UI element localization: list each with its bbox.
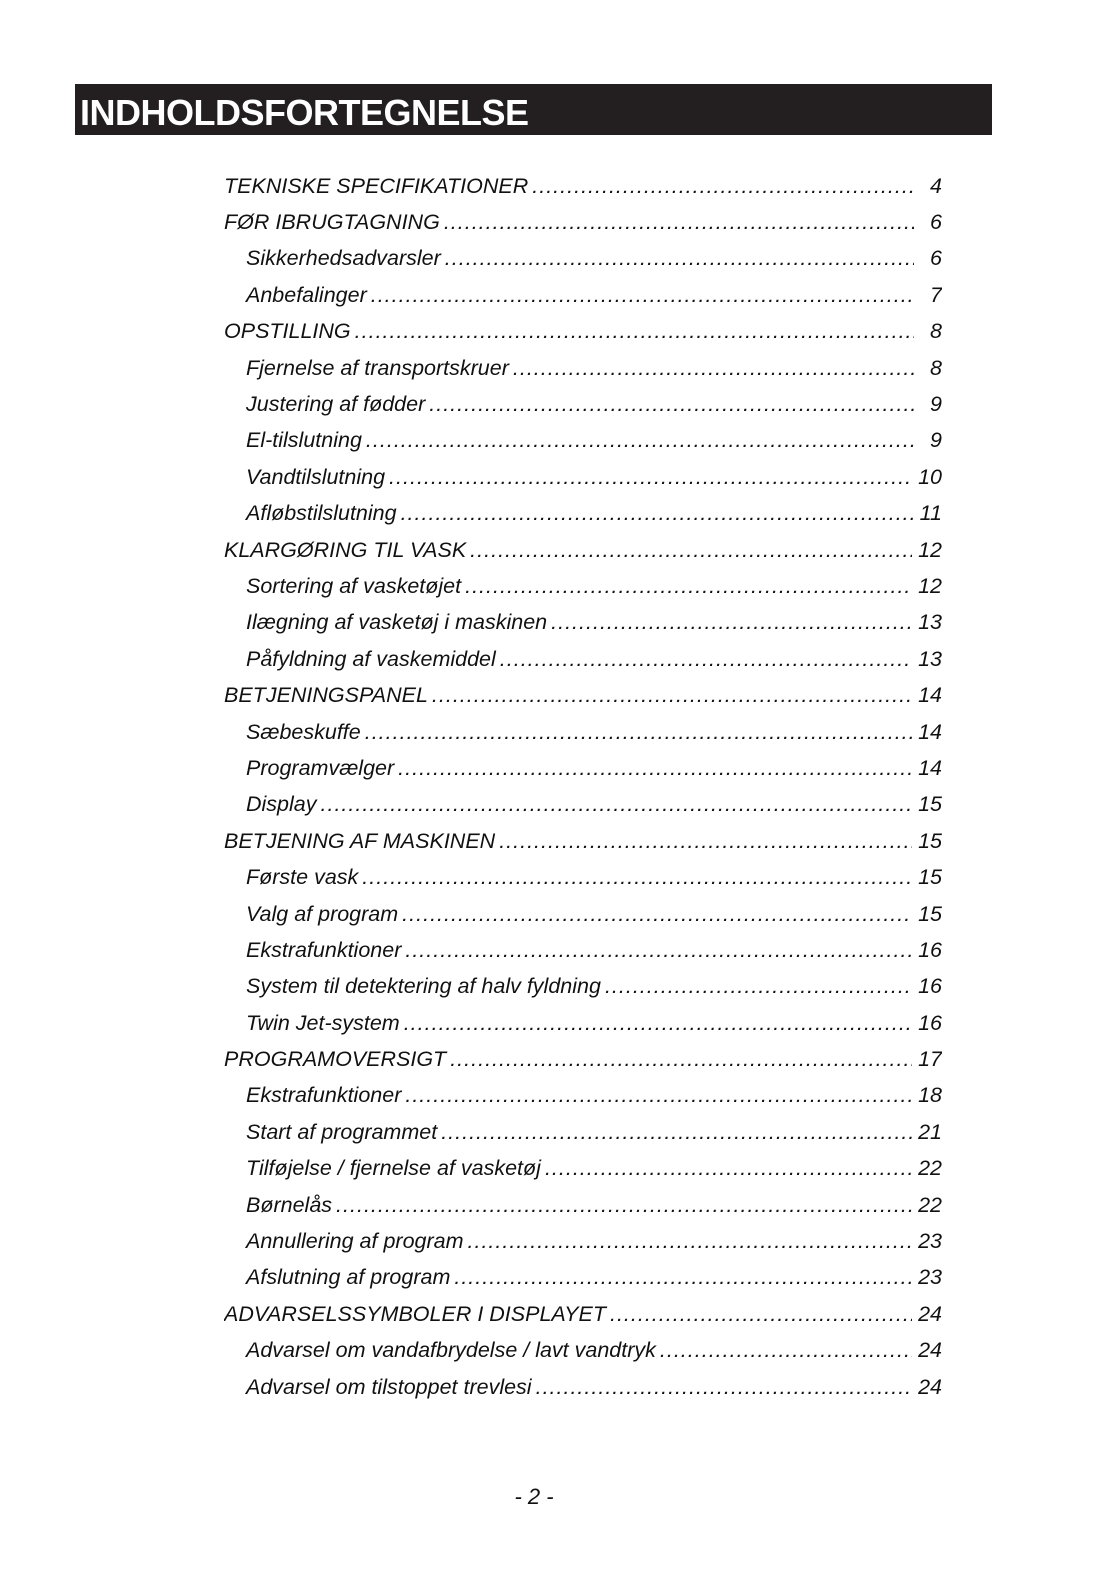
toc-entry-page: 9 (930, 392, 942, 417)
toc-subsection-entry[interactable] (224, 859, 942, 895)
toc-entry-page: 9 (930, 428, 942, 453)
toc-entry-label: Justering af fødder (246, 392, 426, 417)
toc-subsection-entry[interactable] (224, 787, 942, 823)
toc-section-entry[interactable] (224, 532, 942, 568)
toc-entry-label: OPSTILLING (224, 319, 351, 344)
toc-dot-leader (545, 1156, 912, 1181)
toc-entry-page: 21 (918, 1119, 942, 1144)
toc-section-entry[interactable] (224, 823, 942, 859)
toc-subsection-entry[interactable] (224, 350, 942, 386)
toc-entry-page: 13 (918, 610, 942, 635)
toc-dot-leader (513, 356, 914, 381)
toc-entry-page: 6 (930, 246, 942, 271)
toc-dot-leader (371, 283, 914, 308)
toc-entry-label: Advarsel om tilstoppet trevlesi (246, 1374, 532, 1399)
toc-entry-page: 18 (918, 1083, 942, 1108)
toc-entry-page: 15 (918, 901, 942, 926)
toc-dot-leader (450, 1047, 912, 1072)
toc-dot-leader (365, 720, 912, 745)
toc-subsection-entry[interactable] (224, 241, 942, 277)
toc-section-entry[interactable] (224, 168, 942, 204)
toc-dot-leader (660, 1338, 912, 1363)
toc-entry-label: Programvælger (246, 755, 395, 780)
toc-dot-leader (355, 319, 914, 344)
toc-subsection-entry[interactable] (224, 641, 942, 677)
toc-subsection-entry[interactable] (224, 1005, 942, 1041)
toc-entry-label: El-tilslutning (246, 428, 362, 453)
toc-entry-label: Ekstrafunktioner (246, 937, 402, 962)
toc-subsection-entry[interactable] (224, 714, 942, 750)
toc-dot-leader (499, 829, 912, 854)
table-of-contents (224, 168, 942, 1405)
toc-subsection-entry[interactable] (224, 605, 942, 641)
toc-dot-leader (454, 1265, 912, 1290)
toc-entry-label: Display (246, 792, 317, 817)
toc-dot-leader (532, 174, 914, 199)
toc-entry-label: Fjernelse af transportskruer (246, 355, 509, 380)
toc-subsection-entry[interactable] (224, 496, 942, 532)
toc-entry-label: Børnelås (246, 1192, 333, 1217)
toc-section-entry[interactable] (224, 314, 942, 350)
toc-entry-label: KLARGØRING TIL VASK (224, 537, 467, 562)
toc-entry-page: 7 (930, 282, 942, 307)
toc-subsection-entry[interactable] (224, 386, 942, 422)
toc-section-entry[interactable] (224, 1296, 942, 1332)
toc-entry-label: Twin Jet-system (246, 1010, 400, 1035)
toc-entry-label: System til detektering af halv fyldning (246, 974, 601, 999)
toc-dot-leader (404, 1011, 912, 1036)
toc-subsection-entry[interactable] (224, 277, 942, 313)
toc-subsection-entry[interactable] (224, 1369, 942, 1405)
toc-entry-label: Afløbstilslutning (246, 501, 397, 526)
toc-entry-label: Påfyldning af vaskemiddel (246, 646, 496, 671)
toc-subsection-entry[interactable] (224, 1260, 942, 1296)
toc-dot-leader (605, 974, 912, 999)
toc-entry-label: Ekstrafunktioner (246, 1083, 402, 1108)
toc-entry-page: 16 (918, 974, 942, 999)
toc-entry-page: 11 (919, 501, 942, 526)
toc-entry-page: 8 (930, 355, 942, 380)
toc-entry-label: Tilføjelse / fjernelse af vasketøj (246, 1156, 541, 1181)
toc-entry-label: Sæbeskuffe (246, 719, 361, 744)
toc-entry-page: 17 (918, 1047, 942, 1072)
toc-dot-leader (470, 538, 912, 563)
toc-dot-leader (405, 1083, 912, 1108)
toc-subsection-entry[interactable] (224, 459, 942, 495)
toc-entry-page: 12 (918, 573, 942, 598)
toc-entry-page: 22 (918, 1156, 942, 1181)
page-title: INDHOLDSFORTEGNELSE (80, 92, 529, 133)
toc-entry-label: TEKNISKE SPECIFIKATIONER (224, 173, 529, 198)
toc-entry-page: 24 (918, 1338, 942, 1363)
toc-entry-label: FØR IBRUGTAGNING (224, 210, 440, 235)
toc-entry-label: Anbefalinger (246, 282, 367, 307)
toc-entry-label: Ilægning af vasketøj i maskinen (246, 610, 548, 635)
toc-entry-page: 24 (918, 1301, 942, 1326)
toc-entry-page: 13 (918, 646, 942, 671)
toc-dot-leader (536, 1375, 912, 1400)
toc-subsection-entry[interactable] (224, 1114, 942, 1150)
toc-entry-label: ADVARSELSSYMBOLER I DISPLAYET (224, 1301, 606, 1326)
toc-entry-page: 10 (918, 464, 942, 489)
toc-dot-leader (551, 610, 912, 635)
toc-entry-page: 15 (918, 828, 942, 853)
toc-dot-leader (405, 938, 912, 963)
toc-entry-page: 15 (918, 792, 942, 817)
toc-entry-page: 22 (918, 1192, 942, 1217)
page-number: - 2 - (514, 1484, 554, 1509)
toc-dot-leader (321, 792, 913, 817)
toc-subsection-entry[interactable] (224, 1078, 942, 1114)
toc-entry-label: Første vask (246, 865, 359, 890)
toc-entry-label: Afslutning af program (246, 1265, 451, 1290)
toc-subsection-entry[interactable] (224, 932, 942, 968)
toc-entry-label: Annullering af program (246, 1229, 464, 1254)
toc-subsection-entry[interactable] (224, 969, 942, 1005)
toc-entry-label: Valg af program (246, 901, 399, 926)
toc-dot-leader (336, 1193, 912, 1218)
toc-section-entry[interactable] (224, 204, 942, 240)
toc-subsection-entry[interactable] (224, 896, 942, 932)
toc-subsection-entry[interactable] (224, 750, 942, 786)
toc-entry-page: 12 (918, 537, 942, 562)
toc-subsection-entry[interactable] (224, 1333, 942, 1369)
toc-entry-page: 14 (918, 755, 942, 780)
toc-dot-leader (465, 574, 912, 599)
toc-entry-page: 14 (918, 683, 942, 708)
toc-dot-leader (445, 246, 914, 271)
toc-entry-label: Vandtilslutning (246, 464, 386, 489)
toc-entry-label: BETJENINGSPANEL (224, 683, 428, 708)
toc-entry-label: BETJENING AF MASKINEN (224, 828, 496, 853)
toc-entry-label: Start af programmet (246, 1119, 438, 1144)
title-bar (75, 84, 992, 135)
toc-entry-page: 14 (918, 719, 942, 744)
toc-dot-leader (401, 501, 914, 526)
toc-entry-label: Advarsel om vandafbrydelse / lavt vandtryk (246, 1338, 656, 1363)
toc-entry-label: Sortering af vasketøjet (246, 573, 462, 598)
toc-subsection-entry[interactable] (224, 1187, 942, 1223)
toc-dot-leader (468, 1229, 913, 1254)
toc-dot-leader (366, 428, 914, 453)
toc-entry-page: 6 (930, 210, 942, 235)
toc-entry-page: 4 (930, 173, 942, 198)
toc-subsection-entry[interactable] (224, 1223, 942, 1259)
toc-dot-leader (429, 392, 914, 417)
toc-dot-leader (402, 902, 912, 927)
toc-subsection-entry[interactable] (224, 423, 942, 459)
toc-dot-leader (432, 683, 912, 708)
toc-section-entry[interactable] (224, 677, 942, 713)
toc-entry-page: 15 (918, 865, 942, 890)
toc-entry-page: 23 (918, 1265, 942, 1290)
toc-dot-leader (500, 647, 912, 672)
toc-dot-leader (389, 465, 912, 490)
toc-dot-leader (362, 865, 912, 890)
toc-entry-label: Sikkerhedsadvarsler (246, 246, 441, 271)
toc-dot-leader (398, 756, 912, 781)
toc-subsection-entry[interactable] (224, 568, 942, 604)
toc-entry-page: 16 (918, 937, 942, 962)
toc-entry-page: 8 (930, 319, 942, 344)
toc-dot-leader (441, 1120, 912, 1145)
toc-section-entry[interactable] (224, 1041, 942, 1077)
toc-entry-page: 16 (918, 1010, 942, 1035)
toc-entry-page: 23 (918, 1229, 942, 1254)
toc-dot-leader (610, 1302, 912, 1327)
toc-subsection-entry[interactable] (224, 1151, 942, 1187)
toc-entry-label: PROGRAMOVERSIGT (224, 1047, 447, 1072)
toc-dot-leader (444, 210, 914, 235)
toc-entry-page: 24 (918, 1374, 942, 1399)
